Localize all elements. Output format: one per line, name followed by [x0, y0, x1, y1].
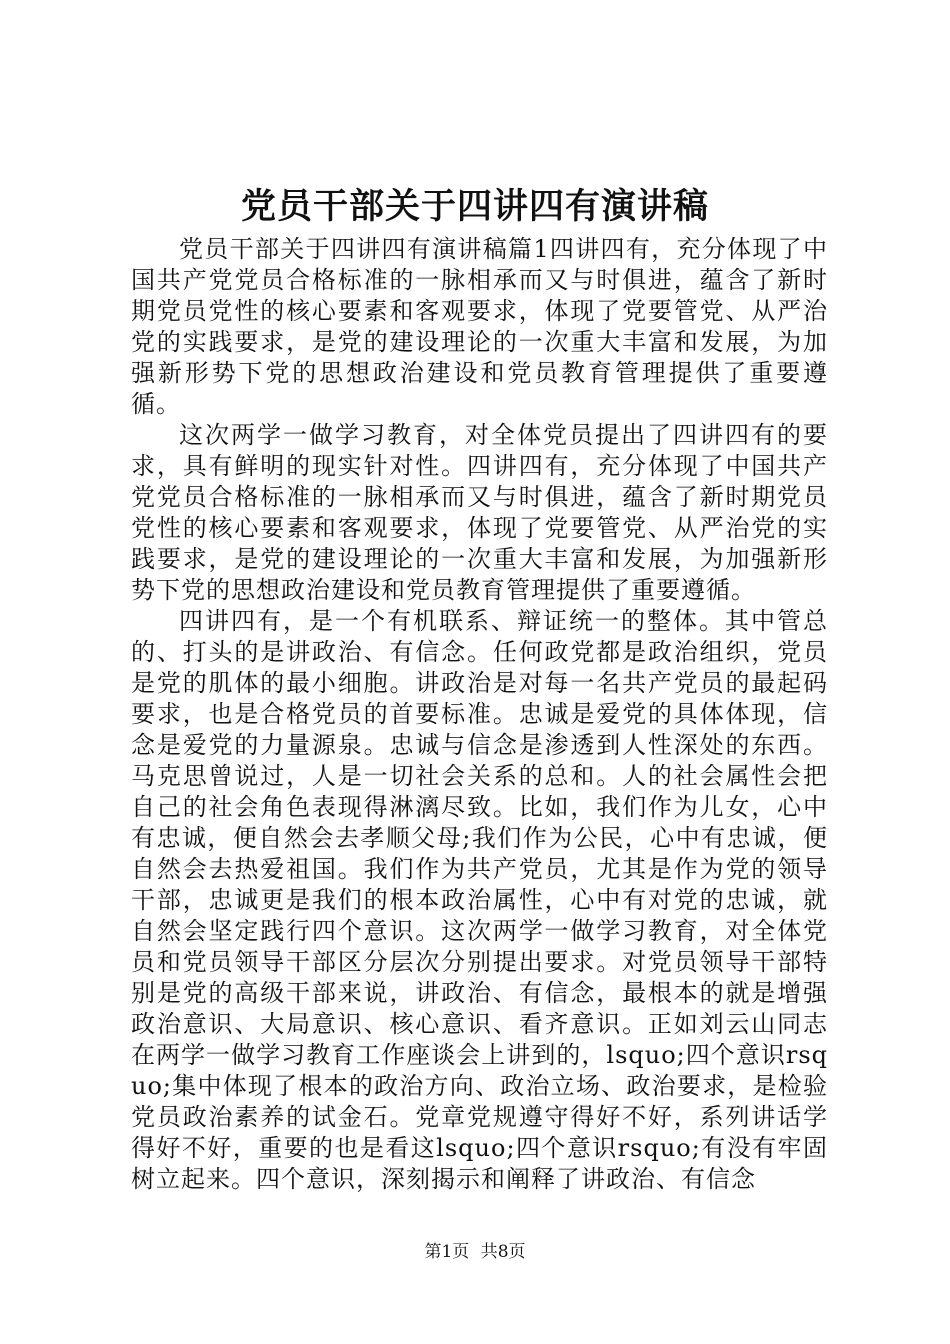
document-title: 党员干部关于四讲四有演讲稿 — [240, 186, 709, 227]
document-body — [131, 234, 828, 1195]
page-footer — [0, 1240, 950, 1264]
page-number: 第1页 — [424, 1242, 470, 1262]
paragraph-1: 党员干部关于四讲四有演讲稿篇1四讲四有，充分体现了中国共产党党员合格标准的一脉相承而又与时俱进，蕴含了新时期党员党性的核心要素和客观要求，体现了党要管党、从严治党的实践要求，是党的建设理论的一次重大丰富和发展，为加强新形势下党的思想政治建设和党员教育管理提供了重要遵循。 — [131, 235, 828, 418]
total-pages: 共8页 — [480, 1242, 526, 1262]
paragraph-2: 这次两学一做学习教育，对全体党员提出了四讲四有的要求，具有鲜明的现实针对性。四讲四有，充分体现了中国共产党党员合格标准的一脉相承而又与时俱进，蕴含了新时期党员党性的核心要素和客观要求，体现了党要管党、从严治党的实践要求，是党的建设理论的一次重大丰富和发展，为加强新形势下党的思想政治建设和党员教育管理提供了重要遵循。 — [131, 421, 828, 604]
paragraph-3: 四讲四有，是一个有机联系、辩证统一的整体。其中管总的、打头的是讲政治、有信念。任何政党都是政治组织，党员是党的肌体的最小细胞。讲政治是对每一名共产党员的最起码要求，也是合格党员的首要标准。忠诚是爱党的具体体现，信念是爱党的力量源泉。忠诚与信念是渗透到人性深处的东西。马克思曾说过，人是一切社会关系的总和。人的社会属性会把自己的社会角色表现得淋漓尽致。比如，我们作为儿女，心中有忠诚，便自然会去孝顺父母;我们作为公民，心中有忠诚，便自然会去热爱祖国。我们作为共产党员，尤其是作为党的领导干部，忠诚更是我们的根本政治属性，心中有对党的忠诚，就自然会坚定践行四个意识。这次两学一做学习教育，对全体党员和党员领导干部区分层次分别提出要求。对党员领导干部特别是党的高级干部来说，讲政治、有信念，最根本的就是增强政治意识、大局意识、核心意识、看齐意识。正如刘云山同志在两学一做学习教育工作座谈会上讲到的，lsquo;四个意识rsquo;集中体现了根本的政治方向、政治立场、政治要求，是检验党员政治素养的试金石。党章党规遵守得好不好，系列讲话学得好不好，重要的也是看这lsquo;四个意识rsquo;有没有牢固树立起来。四个意识，深刻揭示和阐释了讲政治、有信念 — [131, 607, 828, 1193]
